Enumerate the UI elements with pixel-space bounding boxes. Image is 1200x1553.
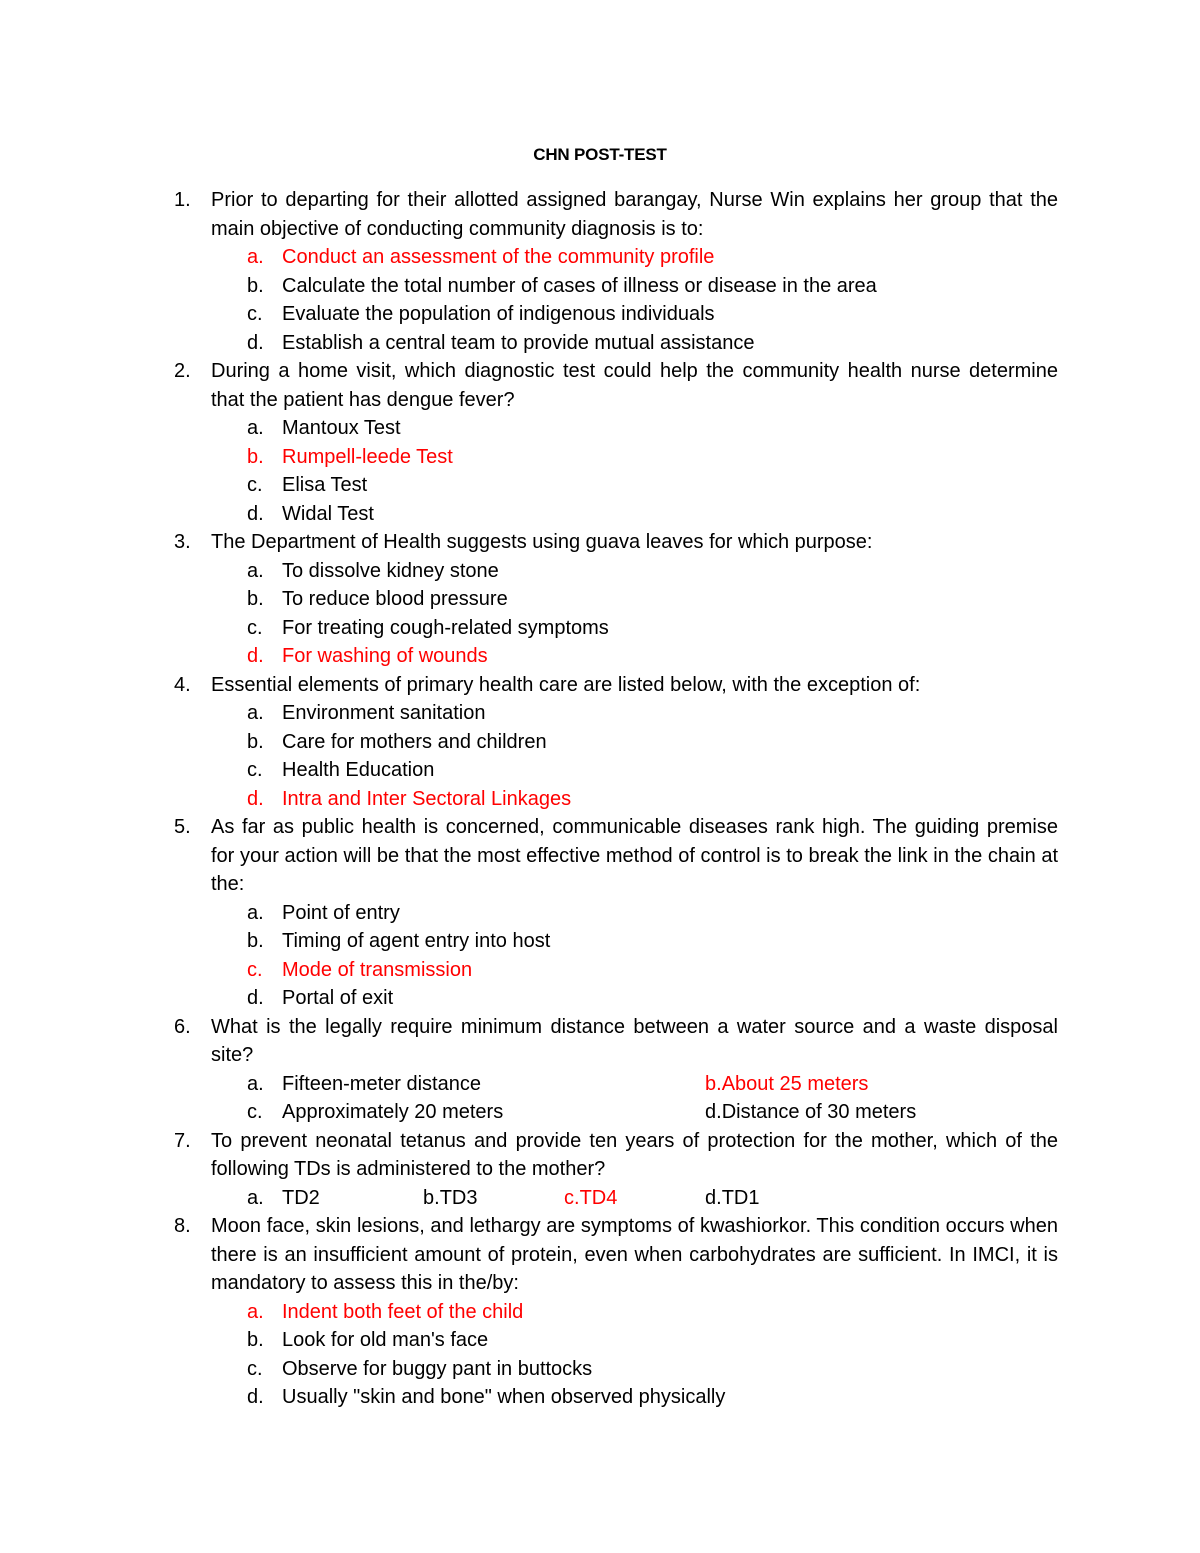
question-4-options xyxy=(174,699,1058,813)
option-b xyxy=(174,1326,1058,1355)
option-text: Care for mothers and children xyxy=(282,730,547,753)
option-letter: d. xyxy=(247,331,264,354)
question-text: During a home visit, which diagnostic test could help the community health nurse determine that the patient has dengue fever? xyxy=(211,360,1058,411)
option-letter: a. xyxy=(247,1186,264,1209)
option-text: TD2 xyxy=(282,1186,320,1209)
option-text: Distance of 30 meters xyxy=(721,1101,917,1123)
option-a xyxy=(174,557,1058,586)
option-text: Widal Test xyxy=(282,502,374,525)
question-text: To prevent neonatal tetanus and provide ten years of protection for the mother, which of the following TDs is administered to the mother? xyxy=(211,1129,1058,1180)
option-text: Approximately 20 meters xyxy=(282,1101,504,1123)
option-text: Observe for buggy pant in buttocks xyxy=(282,1357,593,1380)
option-letter: b. xyxy=(247,1329,264,1351)
option-b xyxy=(423,1184,477,1213)
question-text: What is the legally require minimum distance between a water source and a waste disposal site? xyxy=(211,1015,1058,1066)
option-letter: a. xyxy=(247,702,264,724)
option-c xyxy=(174,956,1058,985)
option-text: Fifteen-meter distance xyxy=(282,1072,481,1095)
option-c xyxy=(174,300,1058,329)
question-number: 2. xyxy=(174,360,191,382)
question-list xyxy=(174,186,1058,1412)
option-text: Establish a central team to provide mutual assistance xyxy=(282,331,755,354)
question-text: As far as public health is concerned, communicable diseases rank high. The guiding premise for your action will be that the most effective method of control is to break the link in the chain at the: xyxy=(211,816,1058,895)
question-number: 3. xyxy=(174,531,191,553)
option-letter: b. xyxy=(705,1072,722,1095)
option-letter: b. xyxy=(247,588,264,610)
option-a xyxy=(174,414,1058,443)
option-a xyxy=(174,1298,1058,1327)
option-text: About 25 meters xyxy=(721,1072,869,1095)
option-text: Mode of transmission xyxy=(282,958,473,981)
option-text: Calculate the total number of cases of illness or disease in the area xyxy=(282,274,877,297)
option-c xyxy=(564,1184,617,1213)
option-letter: c. xyxy=(247,1357,263,1380)
option-a xyxy=(174,699,1058,728)
option-text: Evaluate the population of indigenous individuals xyxy=(282,303,715,325)
question-text: Moon face, skin lesions, and lethargy are symptoms of kwashiorkor. This condition occurs when there is an insufficient amount of protein, even when carbohydrates are sufficient. In IMCI, it is mandatory to assess this in the/by: xyxy=(211,1215,1058,1294)
option-text: To reduce blood pressure xyxy=(282,588,508,610)
option-d xyxy=(174,329,1058,358)
option-letter: a. xyxy=(247,901,264,924)
option-text: For washing of wounds xyxy=(282,645,488,667)
option-b xyxy=(174,728,1058,757)
option-row xyxy=(174,1070,1058,1099)
option-text: Health Education xyxy=(282,759,435,781)
question-6-options xyxy=(174,1070,1058,1127)
option-letter: a. xyxy=(247,417,264,439)
option-letter: c. xyxy=(247,1101,263,1123)
option-letter: c. xyxy=(247,474,263,496)
option-text: Timing of agent entry into host xyxy=(282,930,551,952)
option-letter: b. xyxy=(247,445,264,468)
option-letter: b. xyxy=(247,274,264,297)
question-6 xyxy=(174,1013,1058,1070)
option-c xyxy=(174,614,1058,643)
question-2-options xyxy=(174,414,1058,528)
option-letter: d. xyxy=(247,1386,264,1408)
option-d xyxy=(174,642,1058,671)
option-letter: d. xyxy=(247,502,264,525)
option-letter: d. xyxy=(247,645,264,667)
option-c xyxy=(174,471,1058,500)
option-text: TD1 xyxy=(721,1186,760,1209)
option-letter: a. xyxy=(247,1300,264,1323)
option-text: Portal of exit xyxy=(282,987,394,1009)
option-text: Indent both feet of the child xyxy=(282,1300,524,1323)
option-letter: a. xyxy=(247,559,264,582)
option-a xyxy=(247,1184,320,1213)
option-letter: c. xyxy=(247,958,263,981)
question-8 xyxy=(174,1212,1058,1298)
option-b xyxy=(174,272,1058,301)
option-letter: b. xyxy=(423,1186,440,1209)
question-5-options xyxy=(174,899,1058,1013)
option-letter: b. xyxy=(247,930,264,952)
option-letter: c. xyxy=(247,616,263,639)
question-number: 5. xyxy=(174,816,191,838)
option-text: Mantoux Test xyxy=(282,417,401,439)
option-c xyxy=(174,1355,1058,1384)
question-5 xyxy=(174,813,1058,899)
question-4 xyxy=(174,671,1058,700)
question-3 xyxy=(174,528,1058,557)
option-letter: c. xyxy=(247,303,263,325)
question-number: 8. xyxy=(174,1215,191,1237)
option-letter: c. xyxy=(564,1186,580,1209)
option-text: Intra and Inter Sectoral Linkages xyxy=(282,787,572,810)
question-7-options xyxy=(174,1184,1058,1213)
option-d xyxy=(705,1098,916,1127)
option-text: To dissolve kidney stone xyxy=(282,559,499,582)
question-8-options xyxy=(174,1298,1058,1412)
question-1 xyxy=(174,186,1058,243)
option-text: Look for old man's face xyxy=(282,1329,489,1351)
option-letter: d. xyxy=(705,1186,722,1209)
question-text: Prior to departing for their allotted assigned barangay, Nurse Win explains her group that the main objective of conducting community diagnosis is to: xyxy=(211,189,1058,240)
option-letter: d. xyxy=(247,787,264,810)
option-a xyxy=(174,899,1058,928)
question-1-options xyxy=(174,243,1058,357)
option-b xyxy=(174,927,1058,956)
question-2 xyxy=(174,357,1058,414)
question-number: 1. xyxy=(174,189,191,211)
option-b xyxy=(174,585,1058,614)
option-c xyxy=(247,1098,504,1127)
question-text: Essential elements of primary health care are listed below, with the exception of: xyxy=(211,673,921,696)
option-letter: b. xyxy=(247,730,264,753)
option-b xyxy=(705,1070,868,1099)
option-d xyxy=(705,1184,759,1213)
option-a xyxy=(247,1070,481,1099)
option-letter: d. xyxy=(247,987,264,1009)
option-text: TD3 xyxy=(439,1186,478,1209)
question-number: 7. xyxy=(174,1129,191,1152)
option-text: TD4 xyxy=(579,1186,618,1209)
option-row xyxy=(174,1098,1058,1127)
option-text: Conduct an assessment of the community profile xyxy=(282,246,715,268)
option-text: For treating cough-related symptoms xyxy=(282,616,609,639)
question-3-options xyxy=(174,557,1058,671)
page-title: CHN POST-TEST xyxy=(533,145,667,164)
option-letter: c. xyxy=(247,759,263,781)
option-c xyxy=(174,756,1058,785)
option-d xyxy=(174,500,1058,529)
question-number: 6. xyxy=(174,1015,191,1038)
question-text: The Department of Health suggests using guava leaves for which purpose: xyxy=(211,531,873,553)
option-text: Usually "skin and bone" when observed physically xyxy=(282,1386,726,1408)
option-row xyxy=(174,1184,1058,1213)
option-d xyxy=(174,1383,1058,1412)
option-text: Environment sanitation xyxy=(282,702,486,724)
option-letter: d. xyxy=(705,1101,722,1123)
option-d xyxy=(174,785,1058,814)
question-number: 4. xyxy=(174,673,191,696)
option-text: Rumpell-leede Test xyxy=(282,445,453,468)
option-a xyxy=(174,243,1058,272)
option-letter: a. xyxy=(247,246,264,268)
option-b xyxy=(174,443,1058,472)
option-text: Elisa Test xyxy=(282,474,368,496)
option-text: Point of entry xyxy=(282,901,400,924)
option-letter: a. xyxy=(247,1072,264,1095)
option-d xyxy=(174,984,1058,1013)
question-7 xyxy=(174,1127,1058,1184)
